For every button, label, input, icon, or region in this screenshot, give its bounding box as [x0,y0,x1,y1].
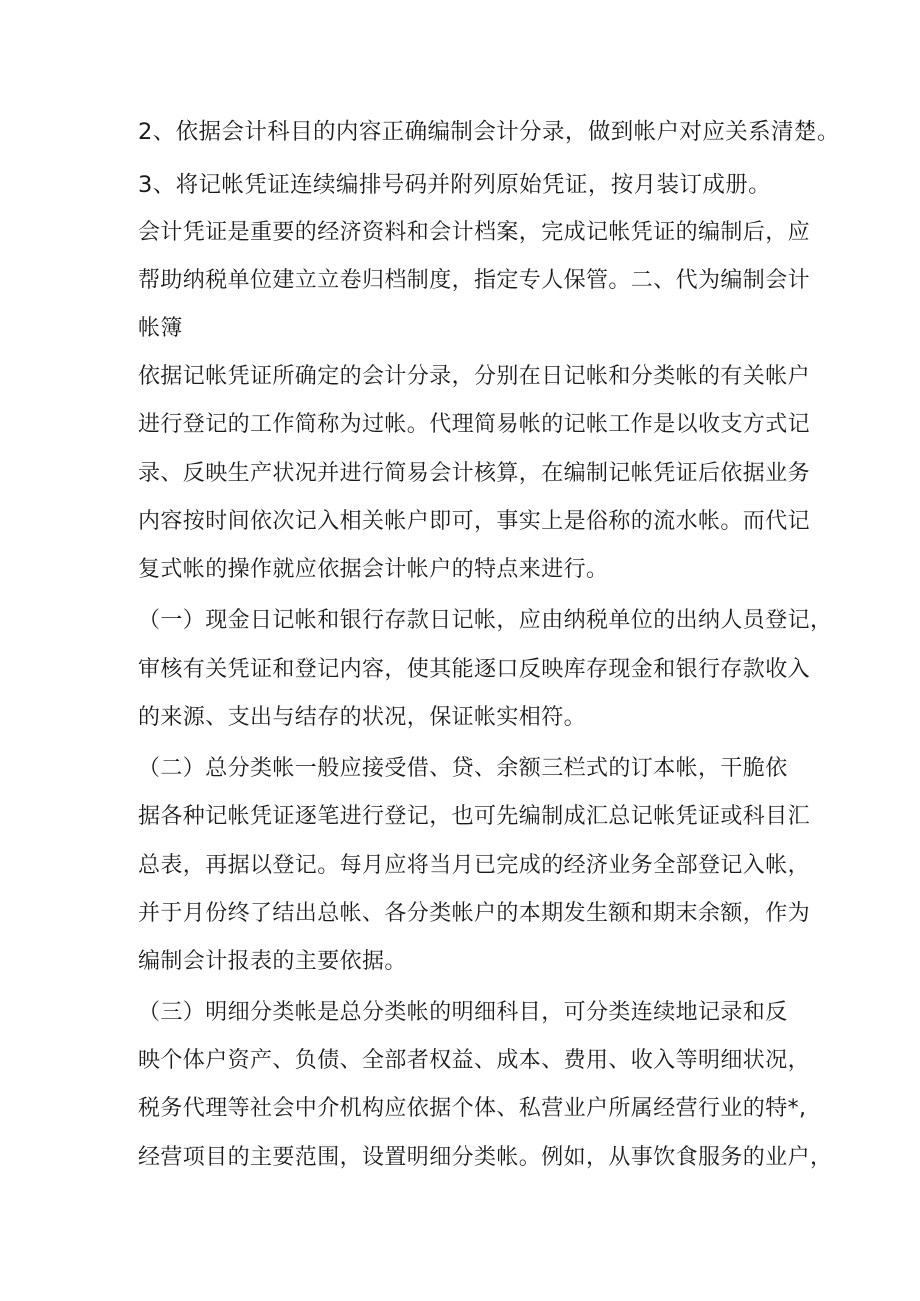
paragraph-5-line-2: 映个体户资产、负债、全部者权益、成本、费用、收入等明细状况， [138,1048,811,1073]
paragraph-4-line-5: 编制会计报表的主要依据。 [138,949,407,974]
paragraph-4-line-1: （二）总分类帐一般应接受借、贷、余额三栏式的订本帐，干脆依 [138,756,788,781]
paragraph-2-line-4: 内容按时间依次记入相关帐户即可，事实上是俗称的流水帐。而代记 [138,509,811,534]
list-item-2: 2、依据会计科目的内容正确编制会计分录，做到帐户对应关系清楚。 [138,119,840,145]
paragraph-4-line-3: 总表，再据以登记。每月应将当月已完成的经济业务全部登记入帐， [138,853,811,878]
paragraph-1-line-3: 帐簿 [138,316,183,341]
paragraph-5-line-1: （三）明细分类帐是总分类帐的明细科目，可分类连续地记录和反 [138,1000,788,1025]
paragraph-4-line-4: 并于月份终了结出总帐、各分类帐户的本期发生额和期末余额，作为 [138,901,811,926]
paragraph-1-line-2: 帮助纳税单位建立立卷归档制度，指定专人保管。二、代为编制会计 [138,268,811,293]
paragraph-1-line-1: 会计凭证是重要的经济资料和会计档案，完成记帐凭证的编制后，应 [138,220,811,245]
paragraph-2-line-5: 复式帐的操作就应依据会计帐户的特点来进行。 [138,557,609,582]
paragraph-2-line-1: 依据记帐凭证所确定的会计分录，分别在日记帐和分类帐的有关帐户 [138,364,811,389]
paragraph-3-line-2: 审核有关凭证和登记内容，使其能逐口反映库存现金和银行存款收入 [138,657,811,682]
paragraph-3-line-3: 的来源、支出与结存的状况，保证帐实相符。 [138,705,587,730]
paragraph-5-line-3: 税务代理等社会中介机构应依据个体、私营业户所属经营行业的特*, [138,1096,807,1121]
paragraph-2-line-2: 进行登记的工作简称为过帐。代理简易帐的记帐工作是以收支方式记 [138,412,811,437]
list-item-3: 3、将记帐凭证连续编排号码并附列原始凭证，按月装订成册。 [138,172,772,198]
paragraph-3-line-1: （一）现金日记帐和银行存款日记帐，应由纳税单位的出纳人员登记， [138,608,833,633]
paragraph-2-line-3: 录、反映生产状况并进行简易会计核算，在编制记帐凭证后依据业务 [138,461,811,486]
paragraph-5-line-4: 经营项目的主要范围，设置明细分类帐。例如，从事饮食服务的业户， [138,1145,833,1170]
paragraph-4-line-2: 据各种记帐凭证逐笔进行登记，也可先编制成汇总记帐凭证或科目汇 [138,804,811,829]
